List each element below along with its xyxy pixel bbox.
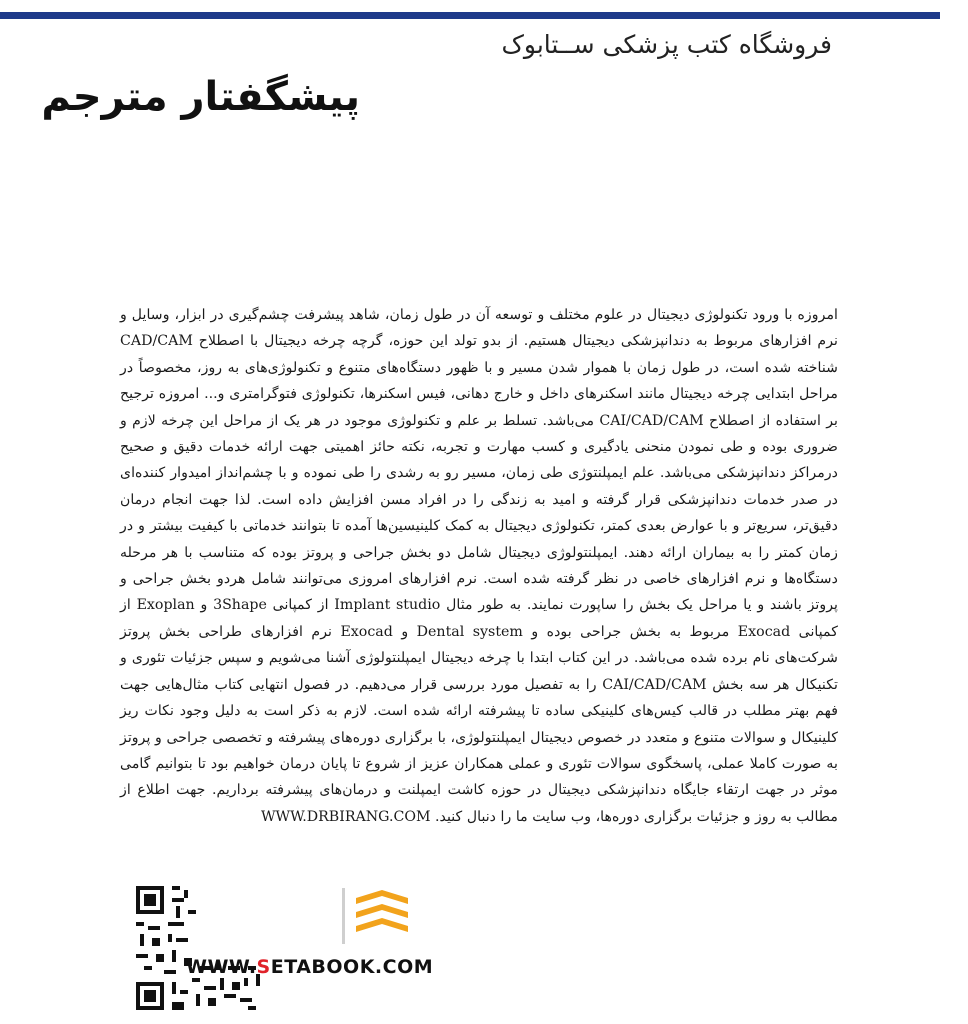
site-url-prefix: WWW.: [186, 956, 257, 978]
top-rule: [0, 12, 940, 19]
setabook-logo-icon: [342, 888, 414, 944]
site-url-rest: ETABOOK.COM: [270, 956, 434, 978]
site-url-accent: S: [256, 956, 271, 978]
site-url: [186, 956, 433, 978]
qr-code-icon: [132, 882, 264, 1014]
footer-logo: [132, 882, 432, 1014]
page-title: پیشگفتار مترجم: [41, 74, 360, 120]
preface-body: [120, 302, 838, 830]
preface-paragraph: امروزه با ورود تکنولوژی دیجیتال در علوم مختلف و توسعه آن در طول زمان، شاهد پیشرفت چشم‌گیری در ابزار، وسایل و نرم افزارهای مربوط به دندانپزشکی دیجیتال هستیم. از بدو تولد این حوزه، گرچه چرخه دیجیتال با اصطلاح CAD/CAM شناخته شده است، در طول زمان با هموار شدن مسیر و با ظهور دستگاه‌های متنوع و تکنولوژی‌های به روز، مخصوصاً در مراحل ابتدایی چرخه دیجیتال مانند اسکنرهای داخل و خارج دهانی، فیس اسکنرها، تکنولوژی فتوگرامتری و... امروزه ترجیح بر استفاده از اصطلاح CAI/CAD/CAM می‌باشد. تسلط بر علم و تکنولوژی موجود در هر یک از مراحل این چرخه لازم و ضروری بوده و طی نمودن منحنی یادگیری و کسب مهارت و تجربه، نکته حائز اهمیتی جهت ارائه خدمات دقیق و صحیح درمراکز دندانپزشکی می‌باشد. علم ایمپلنتوژی طی زمان، مسیر رو به رشدی را طی نموده و با چشم‌انداز امیدوار کننده‌ای در صدر خدمات دندانپزشکی قرار گرفته و امید به زندگی را در افراد مسن افزایش داده است. لذا جهت انجام درمان دقیق‌تر، سریع‌تر و با عوارض بعدی کمتر، تکنولوژی دیجیتال به کمک کلینیسین‌ها آمده تا بتوانند خدماتی با کیفیت بیشتر و در زمان کمتر را به بیماران ارائه دهند. ایمپلنتولوژی دیجیتال شامل دو بخش جراحی و پروتز بوده که متناسب با هر مرحله دستگاه‌ها و نرم افزارهای خاصی در نظر گرفته شده است. نرم افزارهای امروزی می‌توانند شامل هردو بخش جراحی و پروتز باشند و یا مراحل یک بخش را ساپورت نمایند. به طور مثال Implant studio از کمپانی 3Shape و Exoplan از کمپانی Exocad مربوط به بخش جراحی بوده و Dental system و Exocad نرم افزارهای طراحی بخش پروتز شرکت‌های نام برده شده می‌باشد. در این کتاب ابتدا با چرخه دیجیتال ایمپلنتولوژی آشنا می‌شویم و سپس جزئیات تئوری و تکنیکال هر سه بخش CAI/CAD/CAM را به تفصیل مورد بررسی قرار می‌دهیم. در فصول انتهایی کتاب مثال‌هایی جهت فهم بهتر مطلب در قالب کیس‌های کلینیکی ساده تا پیشرفته ارائه شده است. لازم به ذکر است به دلیل وجود نکات ریز کلینیکال و سوالات متنوع و متعدد در خصوص دیجیتال ایمپلنتولوژی، با برگزاری دوره‌های پیشرفته و تخصصی جراحی و پروتز به صورت کاملا عملی، پاسخگوی سوالات تئوری و عملی همکاران عزیز از شروع تا پایان درمان خواهیم بود تا بتوانیم گامی موثر در جهت ارتقاء جایگاه دندانپزشکی دیجیتال در حوزه کاشت ایمپلنت و درمان‌های پیشرفته برداریم. جهت اطلاع از مطالب به روز و جزئیات برگزاری دوره‌ها، وب سایت ما را دنبال کنید. WWW.DRBIRANG.COM: [120, 307, 838, 825]
store-name-heading: فروشگاه کتب پزشکی ســتابوک: [501, 30, 832, 59]
